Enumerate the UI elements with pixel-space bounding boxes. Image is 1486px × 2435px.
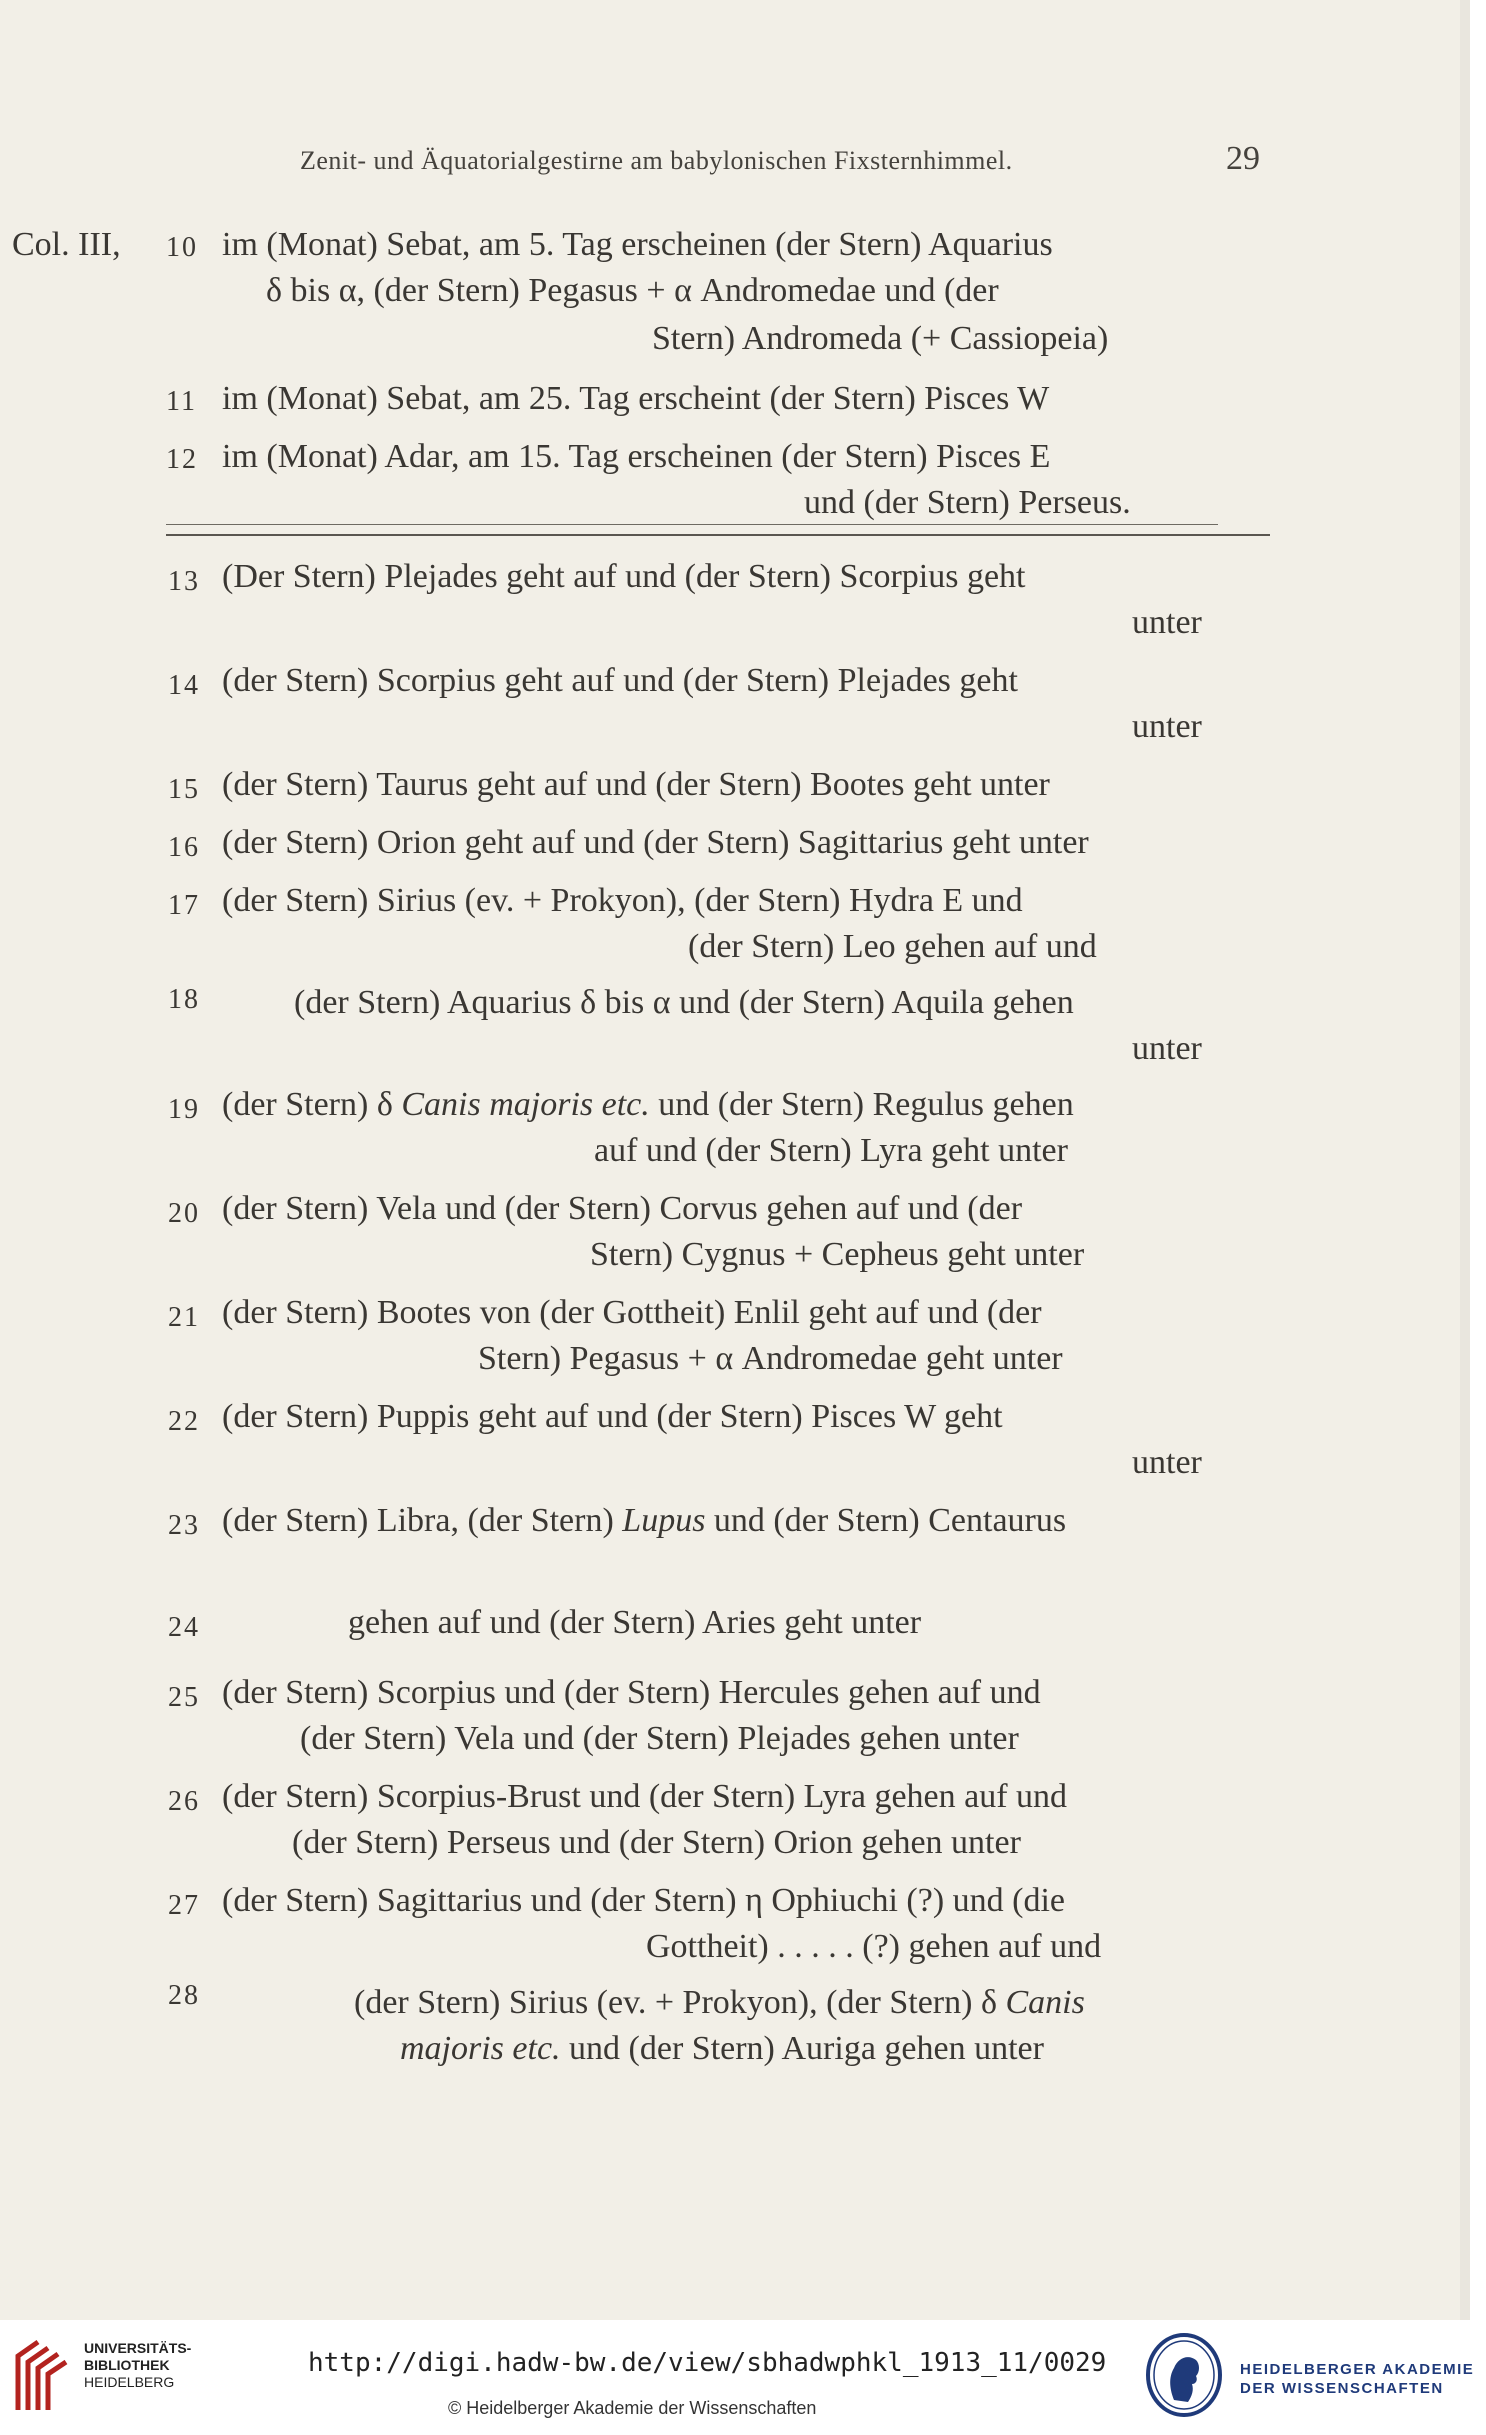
italic-text-run: Canis majoris etc. [401,1086,650,1123]
entry-text [400,2032,1044,2066]
entry-text: unter [1132,1030,1202,1067]
text-run: (der Stern) Libra, (der Stern) [222,1502,623,1539]
line-number: 11 [166,386,197,417]
university-library-logo-icon [10,2336,72,2416]
line-number: 13 [168,566,200,597]
entry-text: (der Stern) Puppis geht auf und (der Stern) Pisces W geht [222,1398,1003,1435]
line-number: 15 [168,774,200,805]
entry-text: Gottheit) . . . . . (?) gehen auf und [646,1928,1102,1965]
entry-text: (der Stern) Bootes von (der Gottheit) Enlil geht auf und (der [222,1294,1042,1331]
library-line: HEIDELBERG [84,2374,175,2390]
entry-text: unter [1132,604,1202,641]
line-number: 22 [168,1406,200,1437]
line-number: 26 [168,1786,200,1817]
source-url-link[interactable]: http://digi.hadw-bw.de/view/sbhadwphkl_1913_11/0029 [308,2348,1107,2378]
line-number: 25 [168,1682,200,1713]
line-number: 20 [168,1198,200,1229]
line-number: 28 [168,1980,200,2011]
entry-text: (der Stern) Vela und (der Stern) Corvus gehen auf und (der [222,1190,1023,1227]
separator-rule [166,534,1270,536]
text-run: und (der Stern) Auriga gehen unter [560,2030,1044,2067]
entry-text: (der Stern) Perseus und (der Stern) Orion gehen unter [292,1824,1021,1861]
entry-text: (der Stern) Leo gehen auf und [688,928,1097,965]
academy-line: DER WISSENSCHAFTEN [1240,2380,1444,2397]
text-run: (der Stern) Sirius (ev. + Prokyon), (der Stern) δ [354,1984,1006,2021]
line-number: 21 [168,1302,200,1333]
line-number: 18 [168,984,200,1015]
entry-text: im (Monat) Sebat, am 5. Tag erscheinen (der Stern) Aquarius [222,226,1053,263]
entry-text: unter [1132,1444,1202,1481]
italic-text-run: Lupus [622,1502,706,1539]
academy-seal-icon [1144,2332,1224,2418]
entry-text: unter [1132,708,1202,745]
entry-text: auf und (der Stern) Lyra geht unter [594,1132,1068,1169]
text-run: und (der Stern) Regulus gehen [649,1086,1074,1123]
entry-text: (der Stern) Scorpius-Brust und (der Stern) Lyra gehen auf und [222,1778,1068,1815]
page-number: 29 [1226,140,1260,177]
library-line: BIBLIOTHEK [84,2357,170,2373]
library-line: UNIVERSITÄTS- [84,2340,192,2356]
copyright-notice: © Heidelberger Akademie der Wissenschaften [448,2398,817,2418]
entry-text [222,1088,1074,1122]
line-number: 12 [166,444,198,475]
italic-text-run: Canis [1005,1984,1085,2021]
entry-text: (der Stern) Sirius (ev. + Prokyon), (der Stern) Hydra E und [222,882,1023,919]
entry-text: (der Stern) Taurus geht auf und (der Stern) Bootes geht unter [222,766,1050,803]
line-number: 24 [168,1612,200,1643]
line-number: 16 [168,832,200,863]
entry-text [222,1504,1066,1538]
text-run: (der Stern) δ [222,1086,402,1123]
separator-rule [166,524,1218,525]
library-name [84,2340,191,2391]
academy-name [1240,2360,1474,2398]
entry-text: (der Stern) Aquarius δ bis α und (der Stern) Aquila gehen [294,984,1074,1021]
entry-text [354,1986,1085,2020]
line-number: 19 [168,1094,200,1125]
line-number: 14 [168,670,200,701]
entry-text: im (Monat) Adar, am 15. Tag erscheinen (der Stern) Pisces E [222,438,1051,475]
entry-text: und (der Stern) Perseus. [804,484,1131,521]
entry-text: Stern) Andromeda (+ Cassiopeia) [652,320,1109,357]
entry-text: (der Stern) Sagittarius und (der Stern) η Ophiuchi (?) und (die [222,1882,1065,1919]
entry-text: Stern) Pegasus + α Andromedae geht unter [478,1340,1063,1377]
academy-line: HEIDELBERGER AKADEMIE [1240,2361,1475,2378]
line-number: 23 [168,1510,200,1541]
line-number: 27 [168,1890,200,1921]
entry-text: (der Stern) Scorpius geht auf und (der Stern) Plejades geht [222,662,1018,699]
column-label: Col. III, [12,226,121,263]
entry-text: (der Stern) Scorpius und (der Stern) Hercules gehen auf und [222,1674,1041,1711]
line-number: 17 [168,890,200,921]
entry-text: im (Monat) Sebat, am 25. Tag erscheint (der Stern) Pisces W [222,380,1050,417]
running-title: Zenit- und Äquatorialgestirne am babylonischen Fixsternhimmel. [300,146,1013,175]
line-number: 10 [166,232,198,263]
entry-text: (der Stern) Orion geht auf und (der Stern) Sagittarius geht unter [222,824,1089,861]
text-run: und (der Stern) Centaurus [705,1502,1067,1539]
entry-text: gehen auf und (der Stern) Aries geht unter [348,1604,922,1641]
entry-text: (Der Stern) Plejades geht auf und (der Stern) Scorpius geht [222,558,1026,595]
entry-text: Stern) Cygnus + Cepheus geht unter [590,1236,1085,1273]
italic-text-run: majoris etc. [400,2030,561,2067]
entry-text: δ bis α, (der Stern) Pegasus + α Andromedae und (der [266,272,999,309]
entry-text: (der Stern) Vela und (der Stern) Plejades gehen unter [300,1720,1019,1757]
